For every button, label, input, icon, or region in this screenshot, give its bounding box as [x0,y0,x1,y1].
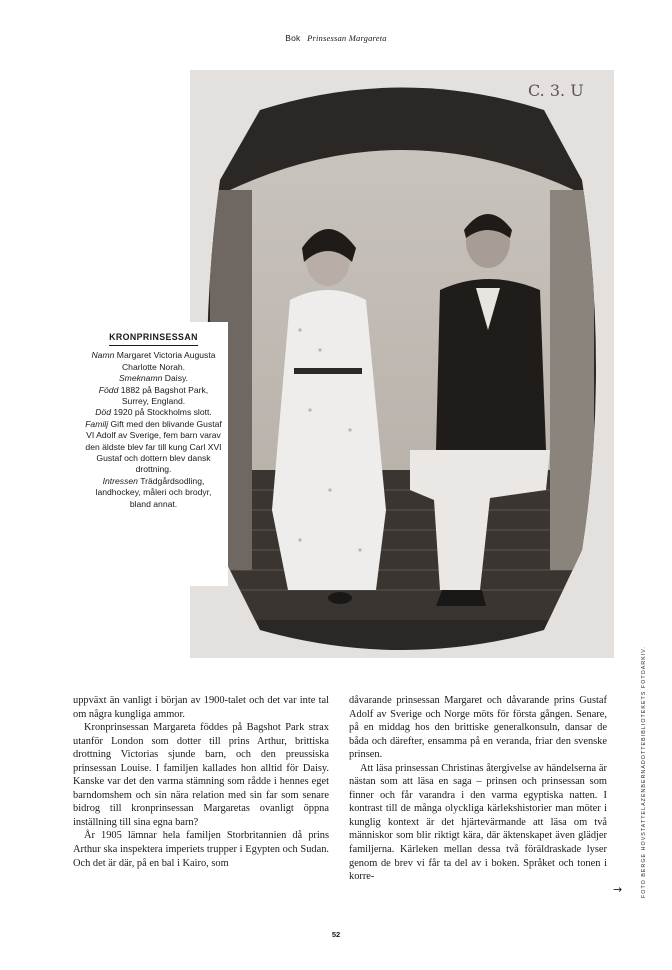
body-column-left [73,694,329,870]
running-head [0,33,672,43]
page-number: 52 [331,930,341,939]
info-label: Död [95,407,111,418]
info-text: 1882 på Bagshot Park, Surrey, England. [120,384,209,407]
body-column-right [349,694,607,884]
info-text: Daisy. [164,373,189,384]
section-label: Bok [285,33,301,43]
photograph [190,70,614,658]
info-entry-name [85,350,222,373]
info-entry-born [85,385,222,408]
info-label: Född [98,384,119,395]
photo-credit-text: FOTO BERGE HOVSTATTELAZENBERNADOTTEBIBLIOTEKETS FOTOARKIV. [641,646,647,898]
info-box [77,322,228,586]
paragraph: Kronprinsessan Margareta föddes på Bagshot Park strax utanför London som dotter till prins Arthur, brittiska drottning Victorias sjunde barn, och den preussiska prinsessan Louise. I familjen kallades hon alltid för Daisy. Kanske var det den varma stämning som rådde i hennes eget barndomshem och sin nära relation med sin far som senare bidrog till kronprinsessan Margaretas ovanligt öppna inställning till sina egna barn? [73,722,329,828]
info-label: Namn [91,350,115,361]
continue-arrow-icon: → [613,883,623,896]
info-entry-nickname [85,373,222,384]
info-entry-died [85,407,222,418]
book-title: Prinsessan Margareta [307,33,387,43]
paragraph: uppväxt än vanligt i början av 1900-talet och det var inte tal om några kungliga ammor. [73,695,329,720]
handwritten-corner: C. 3. U [528,81,584,100]
info-entry-interests [85,476,222,510]
info-text: 1920 på Stockholms slott. [113,407,212,418]
photo-couple-illustration [190,70,614,658]
paragraph: Att läsa prinsessan Christinas återgivelse av händelserna är nästan som att läsa en saga – prinsen och prinsessan som finner och får varandra i den varma egyptiska natten. I kontrast till de många olyckliga kärlekshistorier man möter i kunglig kontext är det hjärtevärmande att läsa om två människor som blir riktigt kära, där äktenskapet även glädjer familjerna. Kärleken mellan dessa två föräldraskade lyser genom de brev vi får ta del av i boken. Språket och tonen i korre- [349,762,607,883]
paragraph: År 1905 lämnar hela familjen Storbritannien då prins Arthur ska inspektera imperiets trupper i Egypten och Sudan. Och det är där, på en bal i Kairo, som [73,830,329,869]
info-label: Familj [85,418,109,429]
info-box-heading: KRONPRINSESSAN [109,332,198,346]
photo-credit [641,596,649,898]
info-text: Gift med den blivande Gustaf VI Adolf av Sverige, fem barn varav den äldste blev far till kung Carl XVI Gustaf och dottern blev dansk drottning. [85,418,222,475]
paragraph: dåvarande prinsessan Margaret och dåvarande prins Gustaf Adolf av Sverige och Norge möts för första gången. Senare, på en middag hos den brittiske generalkonsuln, dansar de båda och därefter, ensamma på en veranda, friar den svenske prinsen. [349,695,607,761]
info-label: Smeknamn [118,373,163,384]
info-entry-family [85,419,222,476]
info-text: Trädgårdsodling, landhockey, måleri och brodyr, bland annat. [95,475,212,509]
info-text: Margaret Victoria Augusta Charlotte Norah. [116,350,216,372]
info-label: Intressen [102,475,138,486]
